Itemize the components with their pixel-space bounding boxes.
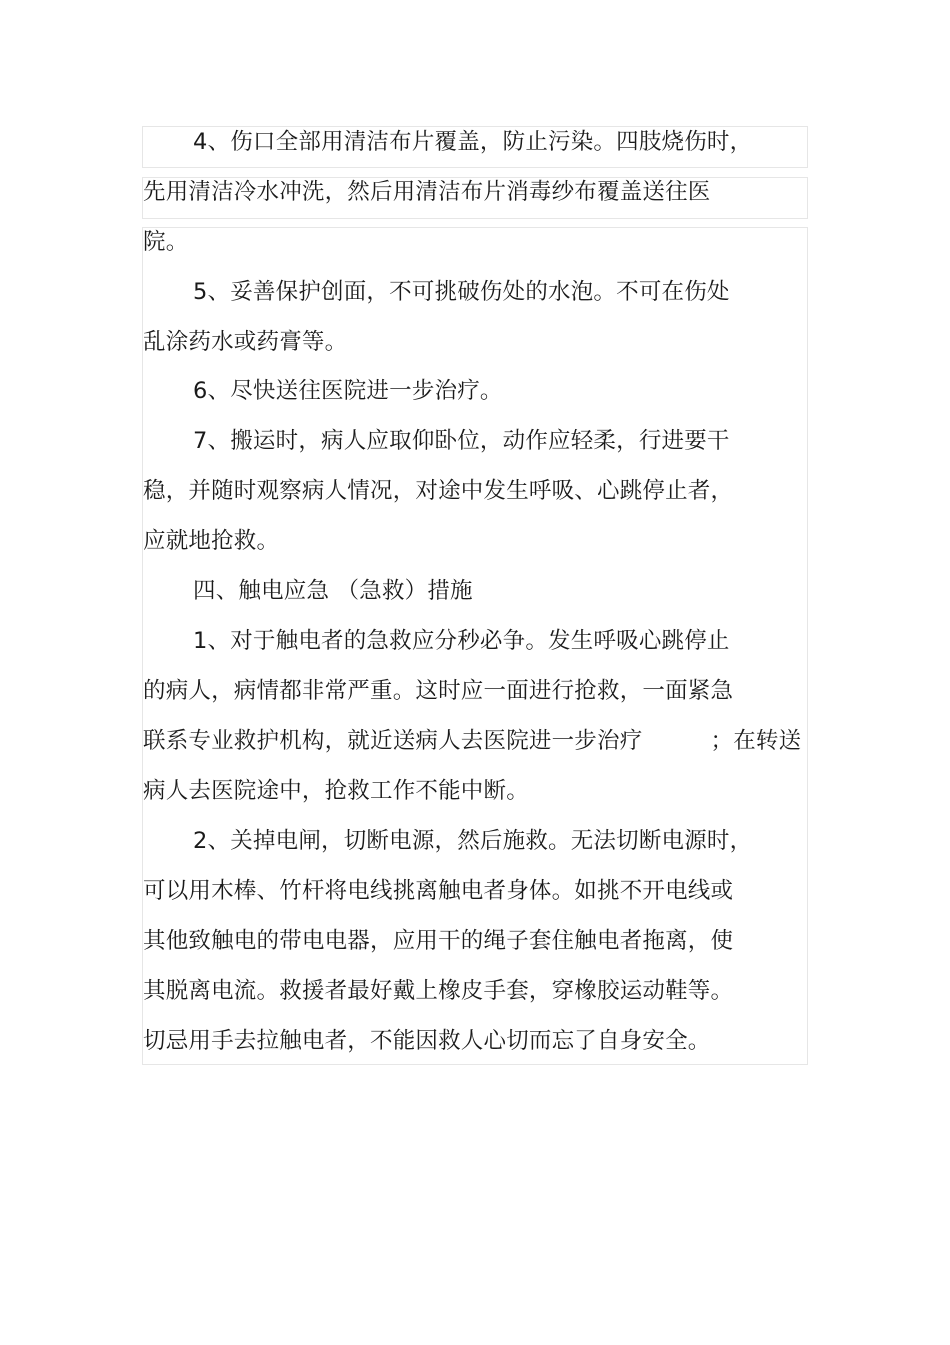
paragraph-line: 4、伤口全部用清洁布片覆盖，防止污染。四肢烧伤时， bbox=[193, 129, 753, 155]
paragraph-line: 2、关掉电闸，切断电源，然后施救。无法切断电源时， bbox=[193, 828, 753, 854]
paragraph-line: 6、尽快送往医院进一步治疗。 bbox=[193, 378, 503, 404]
paragraph-line: 其脱离电流。救援者最好戴上橡皮手套，穿橡胶运动鞋等。 bbox=[143, 978, 734, 1004]
paragraph-line: 稳，并随时观察病人情况，对途中发生呼吸、心跳停止者， bbox=[143, 478, 734, 504]
paragraph-line: 院。 bbox=[143, 229, 189, 255]
paragraph-line: 联系专业救护机构，就近送病人去医院进一步治疗 ；在转送 bbox=[143, 728, 802, 754]
paragraph-line: 其他致触电的带电电器，应用干的绳子套住触电者拖离，使 bbox=[143, 928, 734, 954]
paragraph-line: 7、搬运时，病人应取仰卧位，动作应轻柔，行进要干 bbox=[193, 428, 730, 454]
paragraph-line: 先用清洁冷水冲洗，然后用清洁布片消毒纱布覆盖送往医 bbox=[143, 179, 711, 205]
paragraph-line: 切忌用手去拉触电者，不能因救人心切而忘了自身安全。 bbox=[143, 1028, 711, 1054]
paragraph-line: 5、妥善保护创面，不可挑破伤处的水泡。不可在伤处 bbox=[193, 279, 730, 305]
paragraph-line: 应就地抢救。 bbox=[143, 528, 280, 554]
paragraph-line: 病人去医院途中，抢救工作不能中断。 bbox=[143, 778, 529, 804]
paragraph-line: 可以用木棒、竹杆将电线挑离触电者身体。如挑不开电线或 bbox=[143, 878, 734, 904]
paragraph-line: 1、对于触电者的急救应分秒必争。发生呼吸心跳停止 bbox=[193, 628, 730, 654]
section-heading: 四、触电应急 （急救）措施 bbox=[193, 578, 473, 604]
paragraph-line: 的病人，病情都非常严重。这时应一面进行抢救，一面紧急 bbox=[143, 678, 734, 704]
paragraph-line: 乱涂药水或药膏等。 bbox=[143, 329, 348, 355]
